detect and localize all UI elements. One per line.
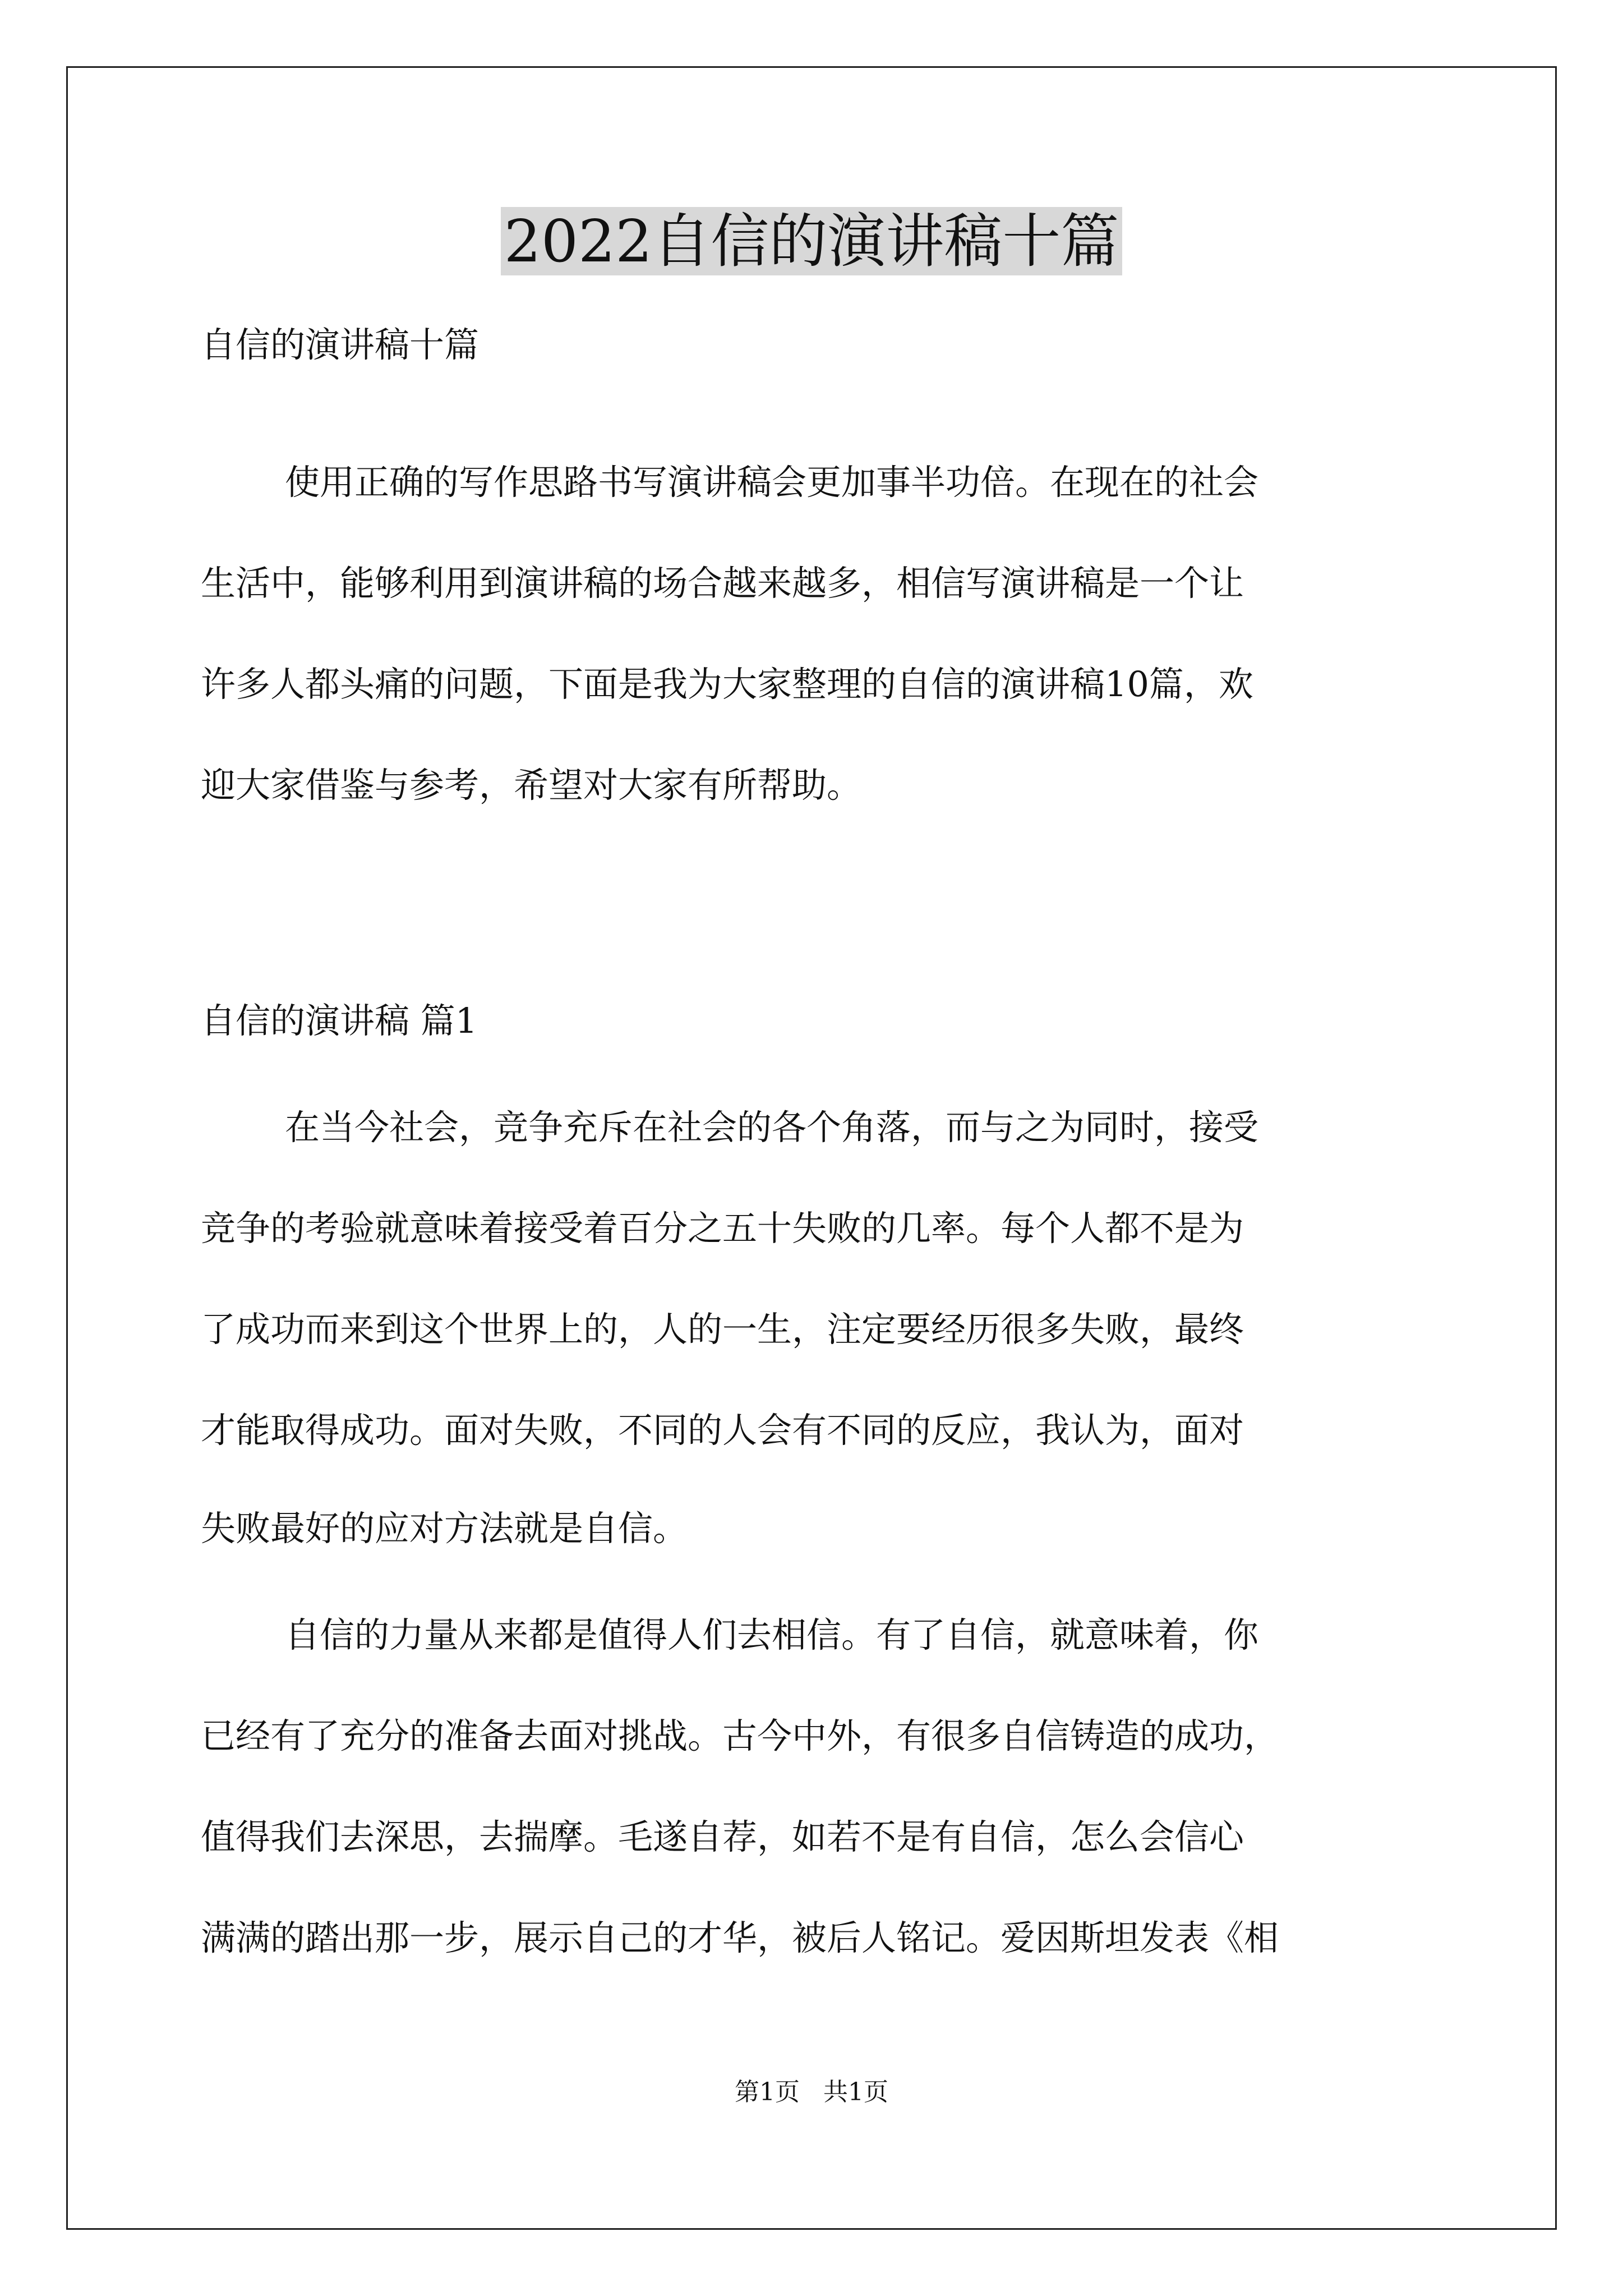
document-title-text: 2022自信的演讲稿十篇 — [501, 207, 1123, 275]
paragraph-line: 已经有了充分的准备去面对挑战。古今中外，有很多自信铸造的成功， — [201, 1715, 1279, 1756]
document-title — [0, 199, 1623, 283]
subtitle: 自信的演讲稿十篇 — [201, 324, 479, 365]
paragraph-line: 自信的力量从来都是值得人们去相信。有了自信，就意味着，你 — [285, 1614, 1259, 1655]
paragraph-line: 竞争的考验就意味着接受着百分之五十失败的几率。每个人都不是为 — [201, 1208, 1244, 1249]
paragraph-line: 才能取得成功。面对失败，不同的人会有不同的反应，我认为，面对 — [201, 1410, 1244, 1451]
intro-line: 迎大家借鉴与参考，希望对大家有所帮助。 — [201, 765, 862, 806]
paragraph-line: 满满的踏出那一步，展示自己的才华，被后人铭记。爱因斯坦发表《相 — [201, 1917, 1279, 1958]
paragraph-line: 失败最好的应对方法就是自信。 — [201, 1508, 688, 1549]
paragraph-line: 值得我们去深思，去揣摩。毛遂自荐，如若不是有自信，怎么会信心 — [201, 1816, 1244, 1857]
intro-line: 许多人都头痛的问题，下面是我为大家整理的自信的演讲稿10篇，欢 — [201, 664, 1253, 705]
paragraph-line: 了成功而来到这个世界上的，人的一生，注定要经历很多失败，最终 — [201, 1309, 1244, 1350]
paragraph-line: 在当今社会，竞争充斥在社会的各个角落，而与之为同时，接受 — [285, 1107, 1259, 1148]
intro-line: 使用正确的写作思路书写演讲稿会更加事半功倍。在现在的社会 — [285, 462, 1259, 503]
section-heading: 自信的演讲稿 篇1 — [201, 1000, 478, 1041]
intro-line: 生活中，能够利用到演讲稿的场合越来越多，相信写演讲稿是一个让 — [201, 563, 1244, 604]
page-footer: 第1页 共1页 — [735, 2078, 888, 2106]
